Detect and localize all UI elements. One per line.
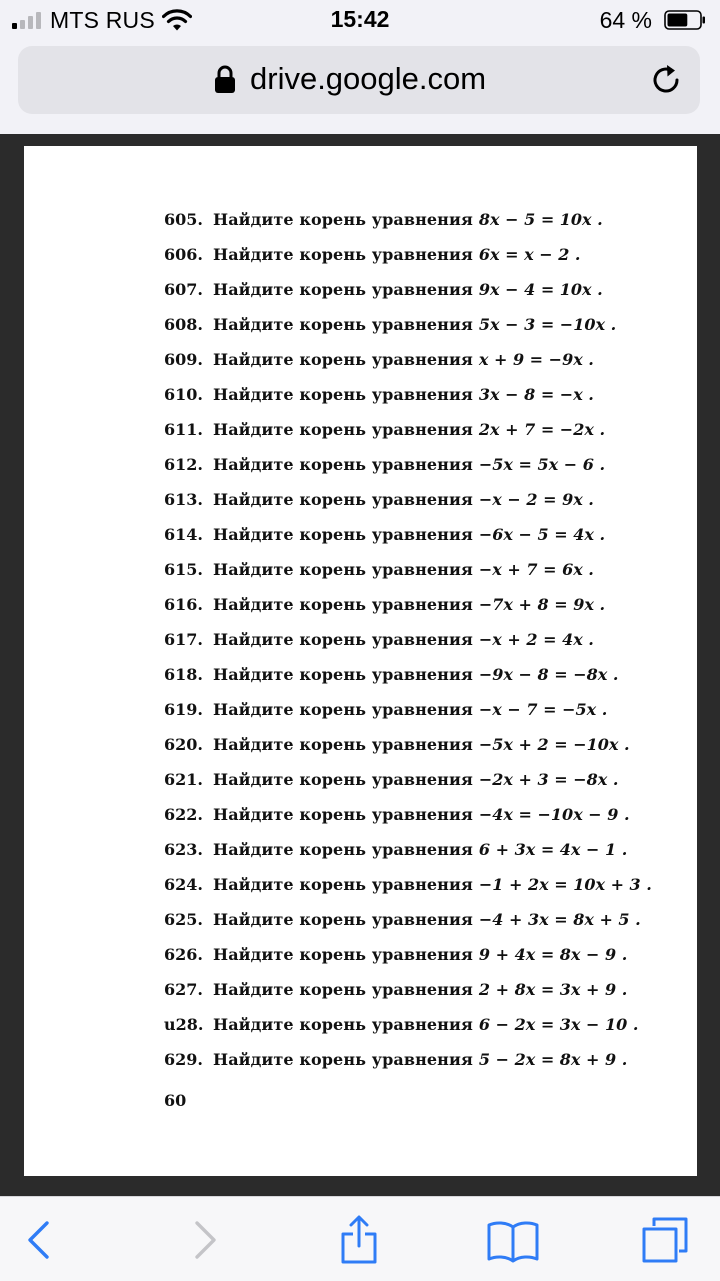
problem-item: [164, 451, 652, 486]
document-viewer[interactable]: [0, 134, 720, 1196]
problem-text: Найдите корень уравнения: [213, 595, 473, 614]
problem-item: [164, 766, 652, 801]
problem-equation: 6 − 2x = 3x − 10 .: [478, 1015, 639, 1034]
problem-item: [164, 976, 652, 1011]
problem-equation: −1 + 2x = 10x + 3 .: [478, 875, 652, 894]
problem-text: Найдите корень уравнения: [213, 1050, 473, 1069]
address-bar[interactable]: [18, 46, 700, 114]
problem-number: 616.: [164, 595, 203, 614]
problem-text: Найдите корень уравнения: [213, 700, 473, 719]
problem-item: [164, 381, 652, 416]
problem-item: [164, 801, 652, 836]
problem-number: 618.: [164, 665, 203, 684]
status-time: 15:42: [330, 6, 390, 32]
problem-number: 615.: [164, 560, 203, 579]
problem-item: [164, 906, 652, 941]
problem-item: [164, 521, 652, 556]
problem-item: [164, 941, 652, 976]
problem-equation: x + 9 = −9x .: [478, 350, 594, 369]
problem-text: Найдите корень уравнения: [213, 840, 473, 859]
bottom-toolbar: [0, 1196, 720, 1281]
problem-equation: −7x + 8 = 9x .: [478, 595, 606, 614]
status-bar: [0, 0, 720, 40]
problem-equation: −5x = 5x − 6 .: [478, 455, 606, 474]
problem-number: 608.: [164, 315, 203, 334]
problem-item: [164, 836, 652, 871]
problem-item: [164, 416, 652, 451]
problem-equation: −6x − 5 = 4x .: [478, 525, 606, 544]
problem-number: 617.: [164, 630, 203, 649]
problem-item: [164, 1046, 652, 1081]
carrier-name: MTS RUS: [50, 7, 155, 33]
lock-icon: [214, 64, 236, 94]
problem-text: Найдите корень уравнения: [213, 315, 473, 334]
problem-item: [164, 696, 652, 731]
problem-text: Найдите корень уравнения: [213, 455, 473, 474]
problem-text: Найдите корень уравнения: [213, 210, 473, 229]
problem-equation: 5x − 3 = −10x .: [478, 315, 617, 334]
problem-equation: −9x − 8 = −8x .: [478, 665, 619, 684]
problem-equation: 2x + 7 = −2x .: [478, 420, 606, 439]
problem-text: Найдите корень уравнения: [213, 245, 473, 264]
problem-number: 613.: [164, 490, 203, 509]
problem-text: Найдите корень уравнения: [213, 280, 473, 299]
problem-number: 610.: [164, 385, 203, 404]
reload-icon[interactable]: [648, 62, 684, 98]
problem-item: [164, 276, 652, 311]
problem-number: 624.: [164, 875, 203, 894]
problem-item: [164, 871, 652, 906]
problem-text: Найдите корень уравнения: [213, 420, 473, 439]
problem-number: 605.: [164, 210, 203, 229]
problem-text: Найдите корень уравнения: [213, 665, 473, 684]
problem-text: Найдите корень уравнения: [213, 350, 473, 369]
problem-item: [164, 731, 652, 766]
problem-equation: −x + 2 = 4x .: [478, 630, 594, 649]
bookmarks-icon[interactable]: [486, 1215, 540, 1265]
problem-equation: 6 + 3x = 4x − 1 .: [478, 840, 628, 859]
problem-number: 623.: [164, 840, 203, 859]
problem-number: 619.: [164, 700, 203, 719]
problem-equation: 9x − 4 = 10x .: [478, 280, 603, 299]
problem-equation: 5 − 2x = 8x + 9 .: [478, 1050, 628, 1069]
problem-list: [164, 206, 652, 1081]
problem-equation: 2 + 8x = 3x + 9 .: [478, 980, 628, 999]
problem-equation: 8x − 5 = 10x .: [478, 210, 603, 229]
url-text[interactable]: drive.google.com: [250, 61, 487, 96]
problem-text: Найдите корень уравнения: [213, 945, 473, 964]
problem-equation: 3x − 8 = −x .: [478, 385, 594, 404]
problem-item: [164, 346, 652, 381]
problem-item: [164, 206, 652, 241]
problem-item: [164, 626, 652, 661]
share-icon[interactable]: [334, 1215, 384, 1265]
problem-number: 625.: [164, 910, 203, 929]
problem-text: Найдите корень уравнения: [213, 385, 473, 404]
problem-text: Найдите корень уравнения: [213, 560, 473, 579]
problem-text: Найдите корень уравнения: [213, 735, 473, 754]
battery-percentage: 64 %: [599, 7, 652, 33]
problem-number: 620.: [164, 735, 203, 754]
problem-equation: −x + 7 = 6x .: [478, 560, 594, 579]
page-number: 60: [164, 1091, 187, 1110]
problem-number: 629.: [164, 1050, 203, 1069]
problem-item: [164, 1011, 652, 1046]
problem-text: Найдите корень уравнения: [213, 630, 473, 649]
problem-number: 614.: [164, 525, 203, 544]
problem-number: 621.: [164, 770, 203, 789]
problem-text: Найдите корень уравнения: [213, 980, 473, 999]
problem-number: 612.: [164, 455, 203, 474]
problem-text: Найдите корень уравнения: [213, 770, 473, 789]
problem-number: 609.: [164, 350, 203, 369]
problem-equation: −x − 2 = 9x .: [478, 490, 594, 509]
problem-text: Найдите корень уравнения: [213, 525, 473, 544]
problem-number: 606.: [164, 245, 203, 264]
problem-number: ս28.: [164, 1015, 204, 1034]
problem-number: 626.: [164, 945, 203, 964]
problem-number: 622.: [164, 805, 203, 824]
problem-text: Найдите корень уравнения: [213, 805, 473, 824]
problem-number: 627.: [164, 980, 203, 999]
problem-number: 611.: [164, 420, 203, 439]
battery-icon: [664, 10, 706, 30]
problem-text: Найдите корень уравнения: [213, 875, 473, 894]
problem-equation: −4 + 3x = 8x + 5 .: [478, 910, 641, 929]
problem-equation: 6x = x − 2 .: [478, 245, 581, 264]
problem-item: [164, 661, 652, 696]
back-icon[interactable]: [16, 1215, 66, 1265]
problem-equation: 9 + 4x = 8x − 9 .: [478, 945, 628, 964]
problem-text: Найдите корень уравнения: [213, 1015, 473, 1034]
problem-equation: −x − 7 = −5x .: [478, 700, 608, 719]
problem-equation: −5x + 2 = −10x .: [478, 735, 630, 754]
forward-icon[interactable]: [178, 1215, 228, 1265]
problem-item: [164, 311, 652, 346]
document-page: [24, 146, 697, 1176]
problem-item: [164, 486, 652, 521]
problem-item: [164, 241, 652, 276]
problem-item: [164, 591, 652, 626]
problem-item: [164, 556, 652, 591]
problem-number: 607.: [164, 280, 203, 299]
tabs-icon[interactable]: [640, 1215, 690, 1265]
problem-text: Найдите корень уравнения: [213, 910, 473, 929]
problem-equation: −4x = −10x − 9 .: [478, 805, 630, 824]
problem-text: Найдите корень уравнения: [213, 490, 473, 509]
problem-equation: −2x + 3 = −8x .: [478, 770, 619, 789]
